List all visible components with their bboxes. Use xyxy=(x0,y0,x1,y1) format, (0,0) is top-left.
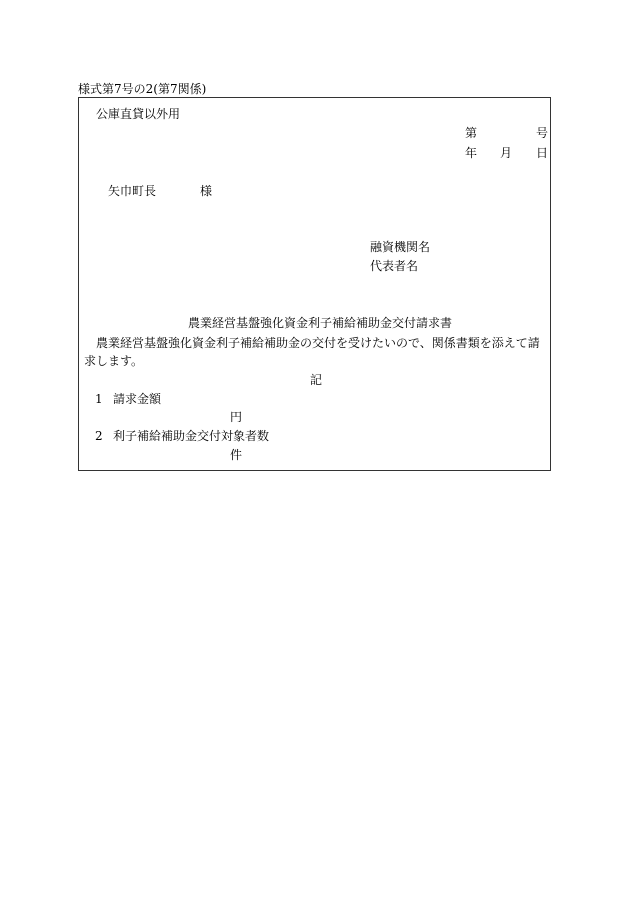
number-suffix: 号 xyxy=(536,126,549,140)
item-unit-ken: 件 xyxy=(230,448,243,462)
category-label: 公庫直貸以外用 xyxy=(96,107,181,121)
item-unit-yen: 円 xyxy=(230,410,243,424)
form-number: 様式第7号の2(第7関係) xyxy=(78,82,207,96)
representative-label: 代表者名 xyxy=(370,259,419,273)
document-title: 農業経営基盤強化資金利子補給補助金交付請求書 xyxy=(188,316,453,330)
date-day: 日 xyxy=(536,146,549,160)
date-year: 年 xyxy=(465,146,478,160)
addressee: 矢巾町長 xyxy=(108,184,157,198)
honorific: 様 xyxy=(200,184,213,198)
body-text: 農業経営基盤強化資金利子補給補助金の交付を受けたいので、関係書類を添えて請求します。 xyxy=(84,336,540,368)
institution-label: 融資機関名 xyxy=(370,240,431,254)
item-label-count: 利子補給補助金交付対象者数 xyxy=(113,429,270,443)
number-prefix: 第 xyxy=(465,126,478,140)
item-number-2: 2 xyxy=(95,429,103,443)
form-frame xyxy=(78,97,551,471)
item-number-1: 1 xyxy=(95,392,103,406)
ki-heading: 記 xyxy=(310,373,323,387)
date-month: 月 xyxy=(500,146,513,160)
item-label-amount: 請求金額 xyxy=(113,392,162,406)
